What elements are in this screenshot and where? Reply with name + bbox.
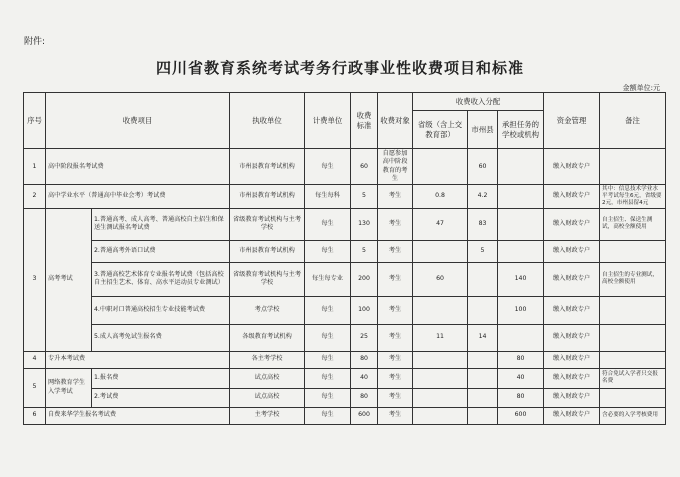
cell-target: 自愿参加高中阶段教育的考生 xyxy=(378,149,413,185)
col-remark: 备注 xyxy=(600,93,666,149)
cell-city xyxy=(468,296,498,324)
cell-item: 5.成人高考免试生报名费 xyxy=(92,324,230,351)
cell-group: 高考考试 xyxy=(46,208,92,351)
cell-measure: 每生 xyxy=(305,208,351,240)
cell-city: 60 xyxy=(468,149,498,185)
cell-remark xyxy=(600,351,666,368)
cell-unit: 主考学校 xyxy=(230,407,305,424)
cell-remark xyxy=(600,240,666,262)
cell-item: 高中学业水平（普通高中毕业会考）考试费 xyxy=(46,185,230,208)
col-province: 省级（含上交教育部） xyxy=(413,111,468,149)
cell-target: 考生 xyxy=(378,407,413,424)
cell-remark: 自主招生的专业测试，高校全额使用 xyxy=(600,262,666,296)
cell-item: 1.普通高考、成人高考、普通高校自主招生和保送生测试报名考试费 xyxy=(92,208,230,240)
col-fund: 资金管理 xyxy=(544,93,600,149)
cell-fund: 缴入财政专户 xyxy=(544,149,600,185)
col-measure: 计费单位 xyxy=(305,93,351,149)
cell-standard: 5 xyxy=(351,185,378,208)
col-school: 承担任务的学校或机构 xyxy=(498,111,544,149)
cell-unit: 市州县教育考试机构 xyxy=(230,240,305,262)
cell-standard: 600 xyxy=(351,407,378,424)
cell-school xyxy=(498,149,544,185)
cell-fund: 缴入财政专户 xyxy=(544,208,600,240)
cell-city: 5 xyxy=(468,240,498,262)
table-row xyxy=(24,185,666,208)
cell-measure: 每生 xyxy=(305,240,351,262)
cell-unit: 市州县教育考试机构 xyxy=(230,185,305,208)
cell-remark xyxy=(600,296,666,324)
cell-standard: 40 xyxy=(351,368,378,388)
cell-target: 考生 xyxy=(378,262,413,296)
col-distribution: 收费收入分配 xyxy=(413,93,544,111)
col-exec-unit: 执收单位 xyxy=(230,93,305,149)
cell-remark: 含必要的入学考核费用 xyxy=(600,407,666,424)
cell-group: 网络教育学生入学考试 xyxy=(46,368,92,407)
cell-province xyxy=(413,407,468,424)
cell-target: 考生 xyxy=(378,296,413,324)
cell-school xyxy=(498,240,544,262)
cell-remark xyxy=(600,324,666,351)
cell-city xyxy=(468,407,498,424)
cell-item: 1.报名费 xyxy=(92,368,230,388)
cell-seq: 3 xyxy=(24,208,46,351)
cell-measure: 每生 xyxy=(305,368,351,388)
cell-target: 考生 xyxy=(378,208,413,240)
cell-item: 高中阶段报名考试费 xyxy=(46,149,230,185)
col-standard: 收费标准 xyxy=(351,93,378,149)
cell-standard: 25 xyxy=(351,324,378,351)
cell-measure: 每生 xyxy=(305,407,351,424)
cell-school: 80 xyxy=(498,351,544,368)
cell-measure: 每生每科 xyxy=(305,185,351,208)
cell-item: 4.中职对口普通高校招生专业技能考试费 xyxy=(92,296,230,324)
cell-item: 2.考试费 xyxy=(92,388,230,407)
table-row xyxy=(24,149,666,185)
cell-school xyxy=(498,208,544,240)
cell-fund: 缴入财政专户 xyxy=(544,262,600,296)
table-row xyxy=(24,351,666,368)
cell-unit: 省级教育考试机构与主考学校 xyxy=(230,208,305,240)
cell-unit: 省级教育考试机构与主考学校 xyxy=(230,262,305,296)
cell-seq: 5 xyxy=(24,368,46,407)
cell-school: 40 xyxy=(498,368,544,388)
fee-table xyxy=(23,92,666,425)
cell-unit: 考点学校 xyxy=(230,296,305,324)
cell-remark xyxy=(600,149,666,185)
col-city: 市州县 xyxy=(468,111,498,149)
table-row xyxy=(24,262,666,296)
cell-target: 考生 xyxy=(378,185,413,208)
cell-seq: 2 xyxy=(24,185,46,208)
cell-province xyxy=(413,149,468,185)
cell-standard: 5 xyxy=(351,240,378,262)
cell-measure: 每生 xyxy=(305,324,351,351)
cell-school: 100 xyxy=(498,296,544,324)
cell-target: 考生 xyxy=(378,388,413,407)
table-row xyxy=(24,324,666,351)
cell-city xyxy=(468,368,498,388)
cell-standard: 60 xyxy=(351,149,378,185)
cell-remark: 自主招生、保送生测试，高校全额使用 xyxy=(600,208,666,240)
cell-item: 自费来华学生报名考试费 xyxy=(46,407,230,424)
cell-measure: 每生 xyxy=(305,149,351,185)
cell-school: 140 xyxy=(498,262,544,296)
cell-city xyxy=(468,351,498,368)
cell-city: 4.2 xyxy=(468,185,498,208)
cell-fund: 缴入财政专户 xyxy=(544,324,600,351)
cell-remark: 其中：信息技术学业水平考试每生6元，省级要2元，市州县留4元 xyxy=(600,185,666,208)
cell-province: 60 xyxy=(413,262,468,296)
cell-province: 11 xyxy=(413,324,468,351)
cell-standard: 80 xyxy=(351,388,378,407)
cell-city xyxy=(468,388,498,407)
cell-unit: 试点高校 xyxy=(230,388,305,407)
cell-target: 考生 xyxy=(378,324,413,351)
cell-fund: 缴入财政专户 xyxy=(544,388,600,407)
cell-seq: 1 xyxy=(24,149,46,185)
cell-measure: 每生每专业 xyxy=(305,262,351,296)
cell-city: 83 xyxy=(468,208,498,240)
cell-item: 专升本考试费 xyxy=(46,351,230,368)
cell-measure: 每生 xyxy=(305,388,351,407)
cell-fund: 缴入财政专户 xyxy=(544,296,600,324)
table-row xyxy=(24,208,666,240)
cell-fund: 缴入财政专户 xyxy=(544,407,600,424)
cell-fund: 缴入财政专户 xyxy=(544,351,600,368)
cell-seq: 6 xyxy=(24,407,46,424)
table-row xyxy=(24,296,666,324)
cell-school: 600 xyxy=(498,407,544,424)
cell-standard: 130 xyxy=(351,208,378,240)
cell-seq: 4 xyxy=(24,351,46,368)
table-row xyxy=(24,407,666,424)
cell-province: 47 xyxy=(413,208,468,240)
cell-fund: 缴入财政专户 xyxy=(544,185,600,208)
table-row xyxy=(24,388,666,407)
cell-province xyxy=(413,296,468,324)
cell-target: 考生 xyxy=(378,368,413,388)
cell-standard: 100 xyxy=(351,296,378,324)
cell-target: 考生 xyxy=(378,351,413,368)
cell-fund: 缴入财政专户 xyxy=(544,240,600,262)
cell-remark xyxy=(600,388,666,407)
cell-province xyxy=(413,351,468,368)
amount-unit: 金额单位:元 xyxy=(622,84,660,92)
cell-school xyxy=(498,185,544,208)
cell-item: 3.普通高校艺术体育专业报名考试费（包括高校自主招生艺术、体育、高水平运动员专业测试） xyxy=(92,262,230,296)
cell-measure: 每生 xyxy=(305,351,351,368)
cell-province: 0.8 xyxy=(413,185,468,208)
cell-remark: 符合免试入学者只交报名费 xyxy=(600,368,666,388)
cell-standard: 200 xyxy=(351,262,378,296)
cell-province xyxy=(413,368,468,388)
col-target: 收费对象 xyxy=(378,93,413,149)
cell-city: 14 xyxy=(468,324,498,351)
cell-unit: 市州县教育考试机构 xyxy=(230,149,305,185)
cell-school: 80 xyxy=(498,388,544,407)
cell-unit: 各主考学校 xyxy=(230,351,305,368)
table-row xyxy=(24,368,666,388)
cell-standard: 80 xyxy=(351,351,378,368)
cell-unit: 试点高校 xyxy=(230,368,305,388)
col-item: 收费项目 xyxy=(46,93,230,149)
cell-province xyxy=(413,388,468,407)
table-row xyxy=(24,240,666,262)
cell-target: 考生 xyxy=(378,240,413,262)
cell-measure: 每生 xyxy=(305,296,351,324)
cell-fund: 缴入财政专户 xyxy=(544,368,600,388)
attachment-label: 附件: xyxy=(24,37,46,47)
page-title: 四川省教育系统考试考务行政事业性收费项目和标准 xyxy=(155,59,524,77)
col-seq: 序号 xyxy=(24,93,46,149)
cell-province xyxy=(413,240,468,262)
cell-school xyxy=(498,324,544,351)
cell-city xyxy=(468,262,498,296)
cell-unit: 各级教育考试机构 xyxy=(230,324,305,351)
cell-item: 2.普通高考外语口试费 xyxy=(92,240,230,262)
